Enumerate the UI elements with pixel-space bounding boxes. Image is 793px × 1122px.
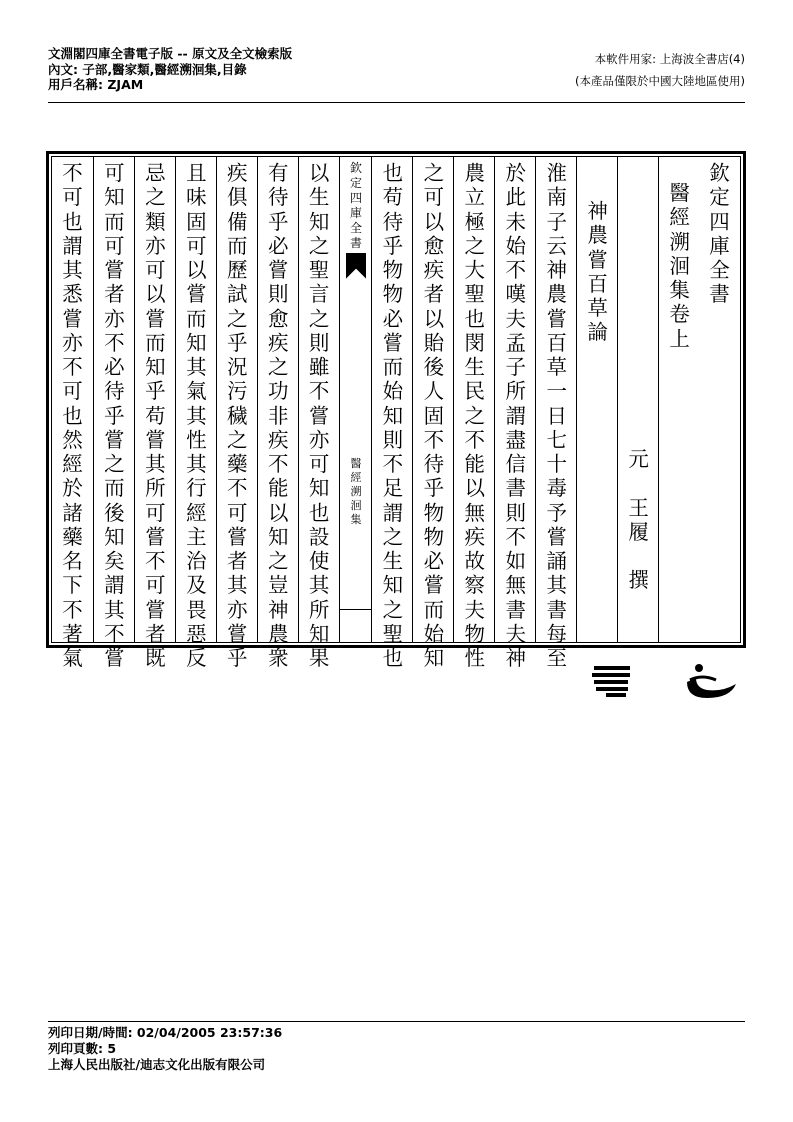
column-text: 之 可 以 愈 疾 者 以 貽 後 人 固 不 待 乎 物 物 必 嘗 而 始 知 [423, 161, 445, 670]
text-column [93, 157, 135, 670]
license-user: 本軟件用家: 上海波全書店(4) [594, 52, 745, 66]
center-volume-title: 醫 經 溯 洄 集 [350, 457, 362, 526]
column-text: 疾 俱 備 而 歷 試 之 乎 況 污 穢 之 藥 不 可 嘗 者 其 亦 嘗 乎 [227, 161, 248, 670]
chapter-title-column [576, 157, 618, 642]
text-column [298, 157, 340, 670]
book-page-frame [46, 151, 746, 670]
book-page [51, 156, 741, 670]
column-text: 且 味 固 可 以 嘗 而 知 其 氣 其 性 其 行 經 主 治 及 畏 惡 反 [186, 161, 207, 670]
footer-info [48, 1025, 282, 1073]
text-column [216, 157, 258, 670]
logo-bar-1 [594, 666, 630, 670]
text-column [134, 157, 176, 670]
column-text: 元 王 履 撰 [628, 447, 649, 593]
logo-dot [695, 664, 703, 672]
column-text: 不 可 也 謂 其 悉 嘗 亦 不 可 也 然 經 於 諸 藥 名 下 不 著 氣 [62, 161, 83, 670]
logo-stroke [690, 677, 716, 680]
logo-bar-2 [592, 673, 630, 677]
column-text: 欽 定 四 庫 全 書 [709, 161, 730, 307]
book-title-column [699, 157, 740, 642]
column-text: 也 苟 待 乎 物 物 必 嘗 而 始 知 則 不 足 謂 之 生 知 之 聖 也 [382, 161, 404, 670]
fish-tail-mark [346, 253, 367, 279]
column-text: 可 知 而 可 嘗 者 亦 不 必 待 乎 嘗 之 而 後 知 矣 謂 其 不 嘗 [104, 161, 125, 670]
header-username: 用戶名稱: ZJAM [48, 77, 144, 92]
volume-title-column [658, 157, 700, 642]
publisher: 上海人民出版社/迪志文化出版有限公司 [48, 1057, 266, 1072]
center-fold-strip [339, 157, 373, 642]
license-region: (本產品僅限於中國大陸地區使用) [575, 74, 745, 88]
column-text: 有 待 乎 必 嘗 則 愈 疾 之 功 非 疾 不 能 以 知 之 豈 神 農 衆 [267, 161, 289, 670]
text-column [52, 157, 93, 670]
text-column [535, 157, 577, 670]
column-text: 以 生 知 之 聖 言 之 則 雖 不 嘗 亦 可 知 也 設 使 其 所 知 果 [308, 161, 330, 670]
column-text: 淮 南 子 云 神 農 嘗 百 草 一 日 七 十 毒 予 嘗 誦 其 書 每 至 [546, 161, 567, 670]
header-divider [48, 102, 745, 103]
text-column [257, 157, 299, 670]
text-column [412, 157, 454, 670]
header-license [575, 48, 745, 92]
text-column [494, 157, 536, 670]
column-text: 忌 之 類 亦 可 以 嘗 而 知 乎 苟 嘗 其 所 可 嘗 不 可 嘗 者 既 [145, 161, 166, 670]
footer-divider [48, 1021, 745, 1022]
logo-swoosh [687, 678, 736, 698]
center-divider [340, 609, 373, 610]
text-column [453, 157, 495, 670]
column-text: 神 農 嘗 百 草 論 [587, 199, 608, 345]
text-column [371, 157, 413, 670]
logo-bar-4 [596, 687, 628, 691]
column-text: 農 立 極 之 大 聖 也 閔 生 民 之 不 能 以 無 疾 故 察 夫 物 性 [464, 161, 486, 670]
logo-bar-5 [606, 693, 626, 697]
center-book-title: 欽 定 四 庫 全 書 [350, 161, 363, 250]
print-page-count: 列印頁數: 5 [48, 1041, 117, 1056]
text-column [175, 157, 217, 670]
author-column [617, 157, 659, 642]
print-datetime: 列印日期/時間: 02/04/2005 23:57:36 [48, 1025, 283, 1040]
header-title: 文淵閣四庫全書電子版 -- 原文及全文檢索版 [48, 46, 293, 61]
siku-logo [592, 662, 742, 702]
logo-bar-3 [594, 680, 628, 684]
header-content-path: 內文: 子部,醫家類,醫經溯洄集,目錄 [48, 61, 247, 77]
header-info [48, 46, 292, 93]
column-text: 醫 經 溯 洄 集 卷 上 [669, 181, 690, 351]
column-text: 於 此 未 始 不 嘆 夫 孟 子 所 謂 盡 信 書 則 不 如 無 書 夫 神 [505, 161, 526, 670]
